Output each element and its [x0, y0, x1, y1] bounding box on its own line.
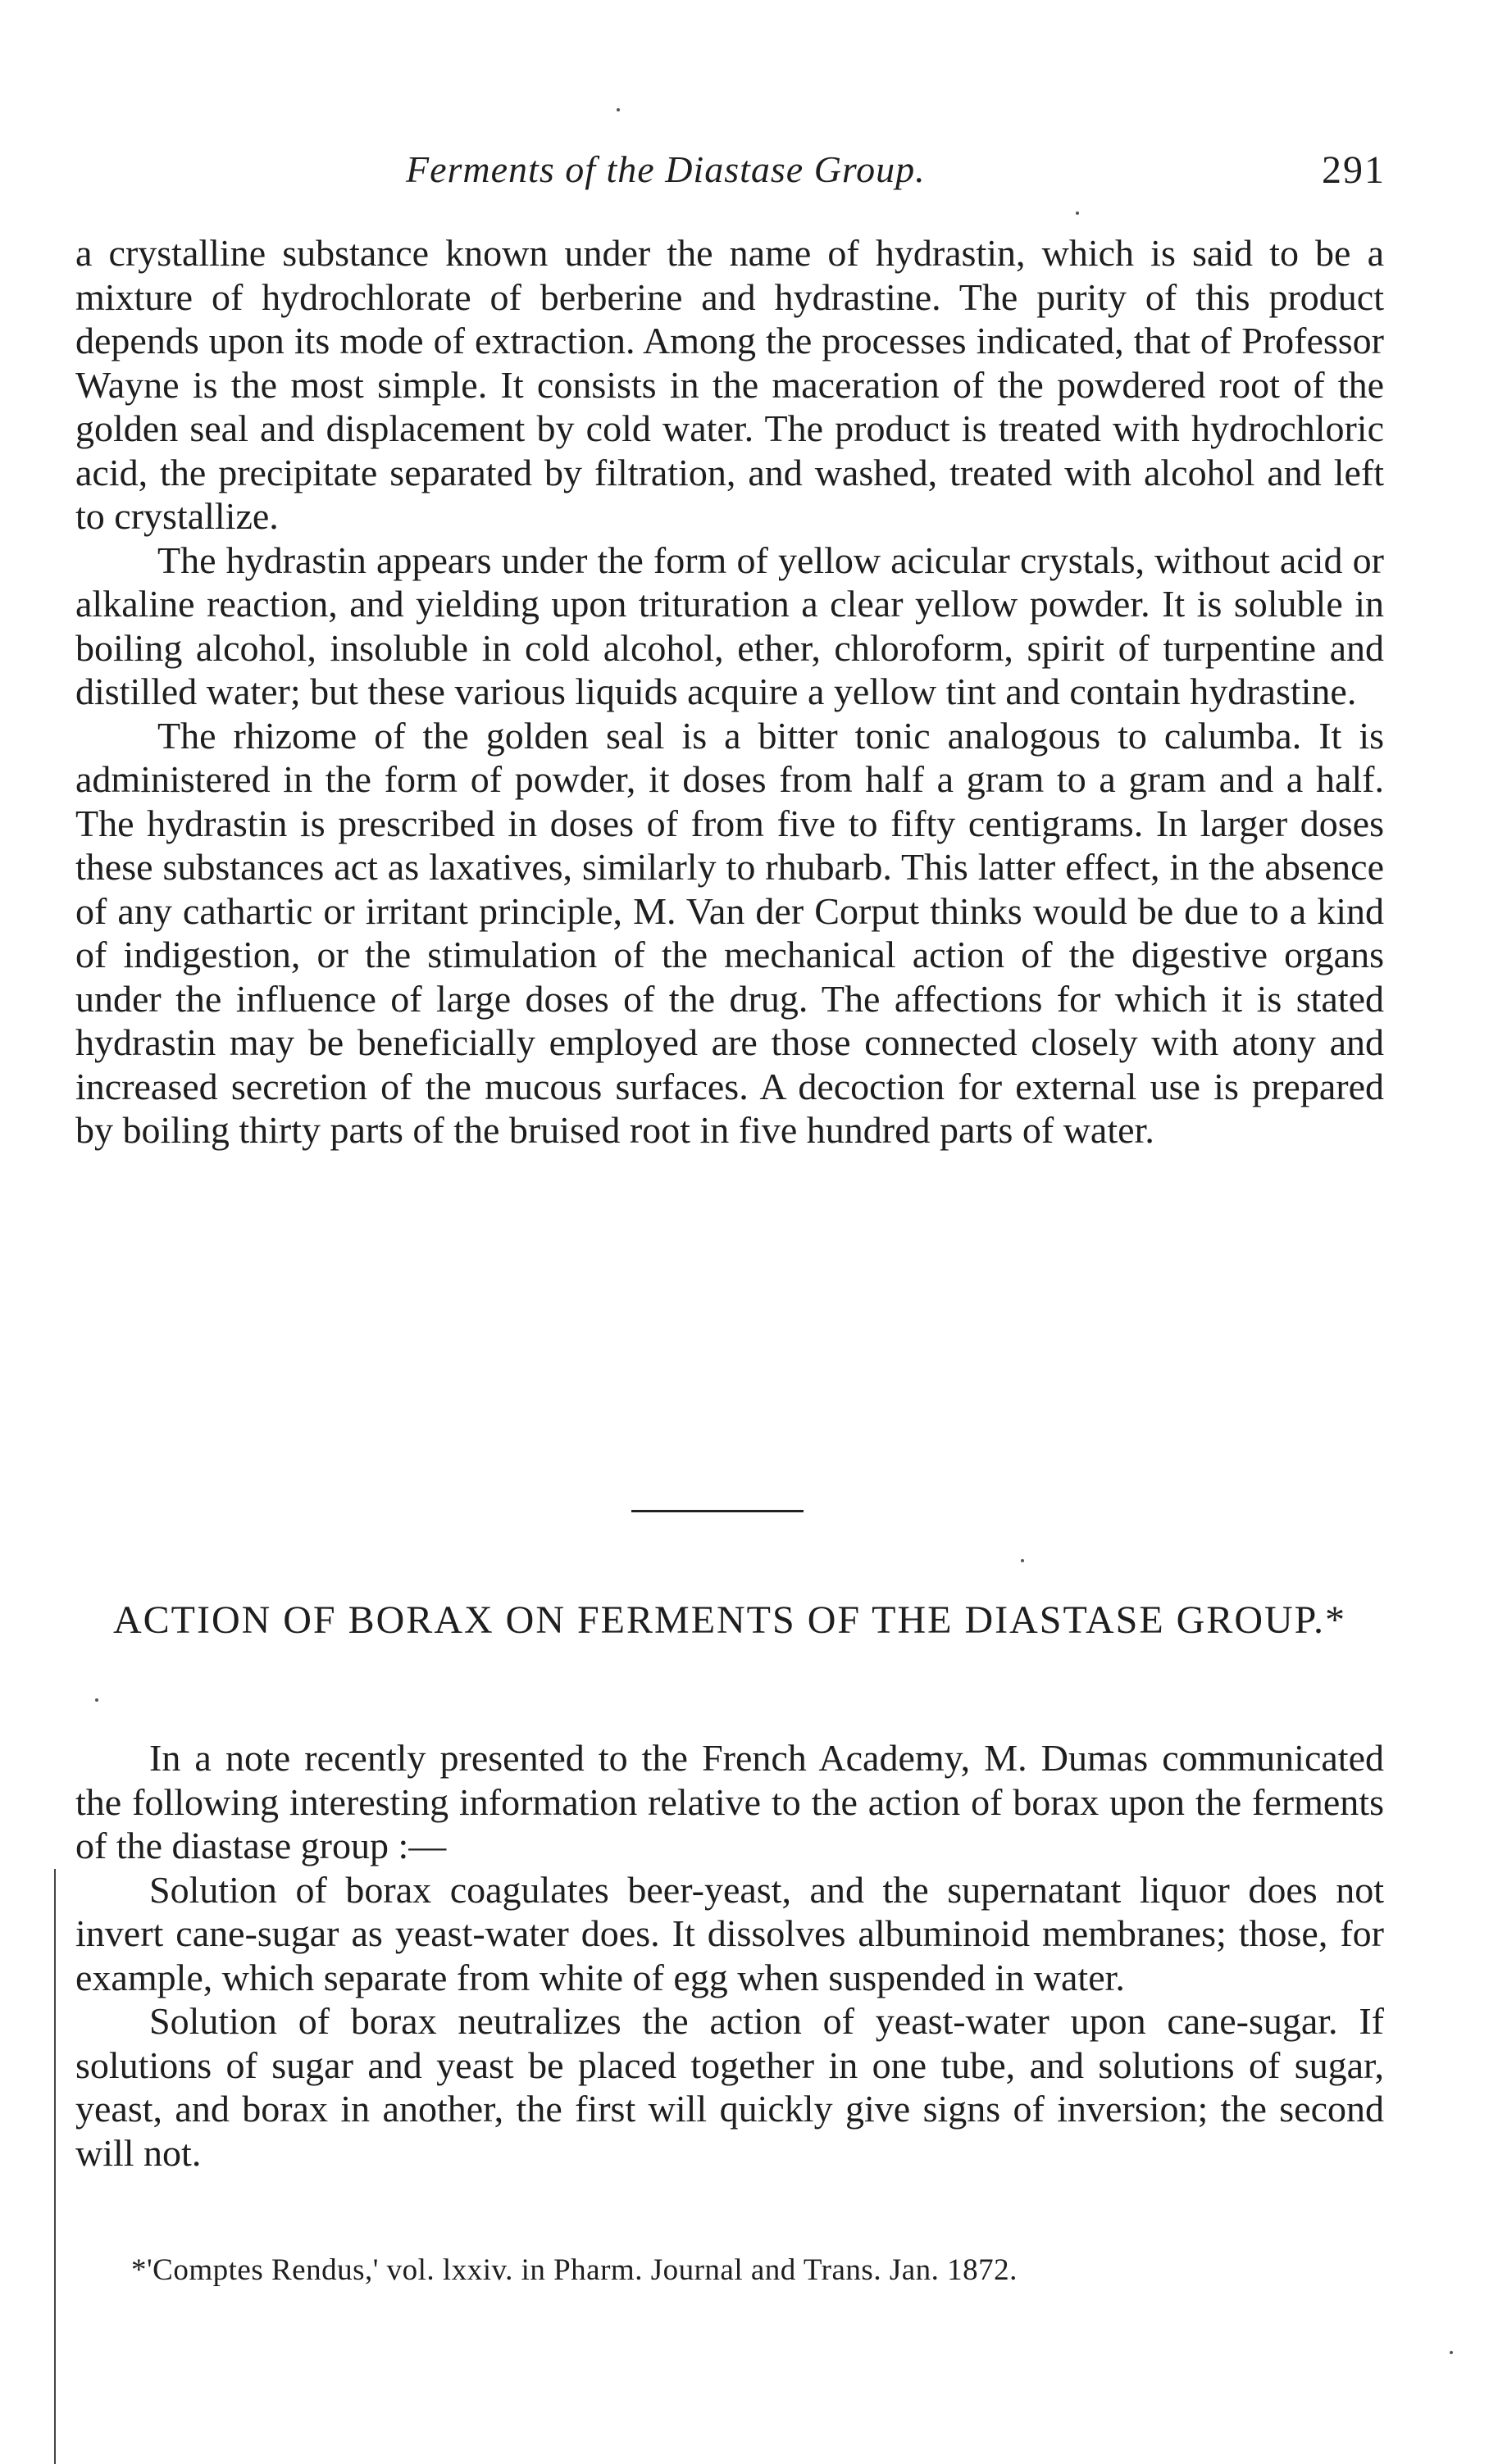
paragraph: Solution of borax neutralizes the action of yeast-water upon cane-sugar. If solutions of sugar and yeast be placed together in one tube, and solutions of sugar, yeast, and borax in another, the first will quickly give signs of inversion; the second will not.	[75, 2000, 1384, 2174]
scan-edge-line	[54, 1869, 56, 2464]
section-heading: ACTION OF BORAX ON FERMENTS OF THE DIASTASE GROUP.*	[112, 1598, 1347, 1642]
running-title: Ferments of the Diastase Group.	[406, 148, 926, 190]
body-text	[75, 231, 1384, 1152]
page-number: 291	[1322, 148, 1386, 192]
paragraph: In a note recently presented to the French Academy, M. Dumas communicated the following interesting information relative to the action of borax upon the ferments of the diastase group :—	[75, 1737, 1384, 1866]
scan-speck	[1021, 1559, 1024, 1562]
paragraph: The hydrastin appears under the form of yellow acicular crystals, without acid or alkaline reaction, and yielding upon trituration a clear yellow powder. It is soluble in boiling alcohol, insoluble in cold alcohol, ether, chloroform, spirit of turpentine and distilled water; but these various liquids acquire a yellow tint and contain hydrastine.	[75, 539, 1384, 712]
footnote: *'Comptes Rendus,' vol. lxxiv. in Pharm. Journal and Trans. Jan. 1872.	[131, 2253, 1018, 2287]
section-body	[75, 1736, 1384, 2175]
paragraph: Solution of borax coagulates beer-yeast, and the supernatant liquor does not invert cane-sugar as yeast-water does. It dissolves albuminoid membranes; those, for example, which separate from white of egg when suspended in water.	[75, 1868, 1384, 1998]
scan-speck	[1450, 2351, 1453, 2354]
page-header	[74, 148, 1386, 197]
paragraph: The rhizome of the golden seal is a bitter tonic analogous to calumba. It is administered in the form of powder, it doses from half a gram to a gram and a half. The hydrastin is prescribed in doses of from five to fifty centigrams. In larger doses these substances act as laxatives, similarly to rhubarb. This latter effect, in the absence of any cathartic or irritant principle, M. Van der Corput thinks would be due to a kind of indigestion, or the stimulation of the mechanical action of the digestive organs under the influence of large doses of the drug. The affections for which it is stated hydrastin may be beneficially employed are those connected closely with atony and increased secretion of the mucous surfaces. A decoction for external use is prepared by boiling thirty parts of the bruised root in five hundred parts of water.	[75, 714, 1384, 1151]
scan-speck	[1076, 211, 1079, 215]
section-divider	[631, 1510, 804, 1512]
paragraph: a crystalline substance known under the name of hydrastin, which is said to be a mixture of hydrochlorate of berberine and hydrastine. The purity of this product depends upon its mode of extraction. Among the processes indicated, that of Professor Wayne is the most simple. It consists in the maceration of the powdered root of the golden seal and displacement by cold water. The product is treated with hydrochloric acid, the precipitate separated by filtration, and washed, treated with alcohol and left to crystallize.	[75, 232, 1384, 537]
scan-speck	[95, 1698, 98, 1702]
scan-speck	[617, 108, 620, 111]
